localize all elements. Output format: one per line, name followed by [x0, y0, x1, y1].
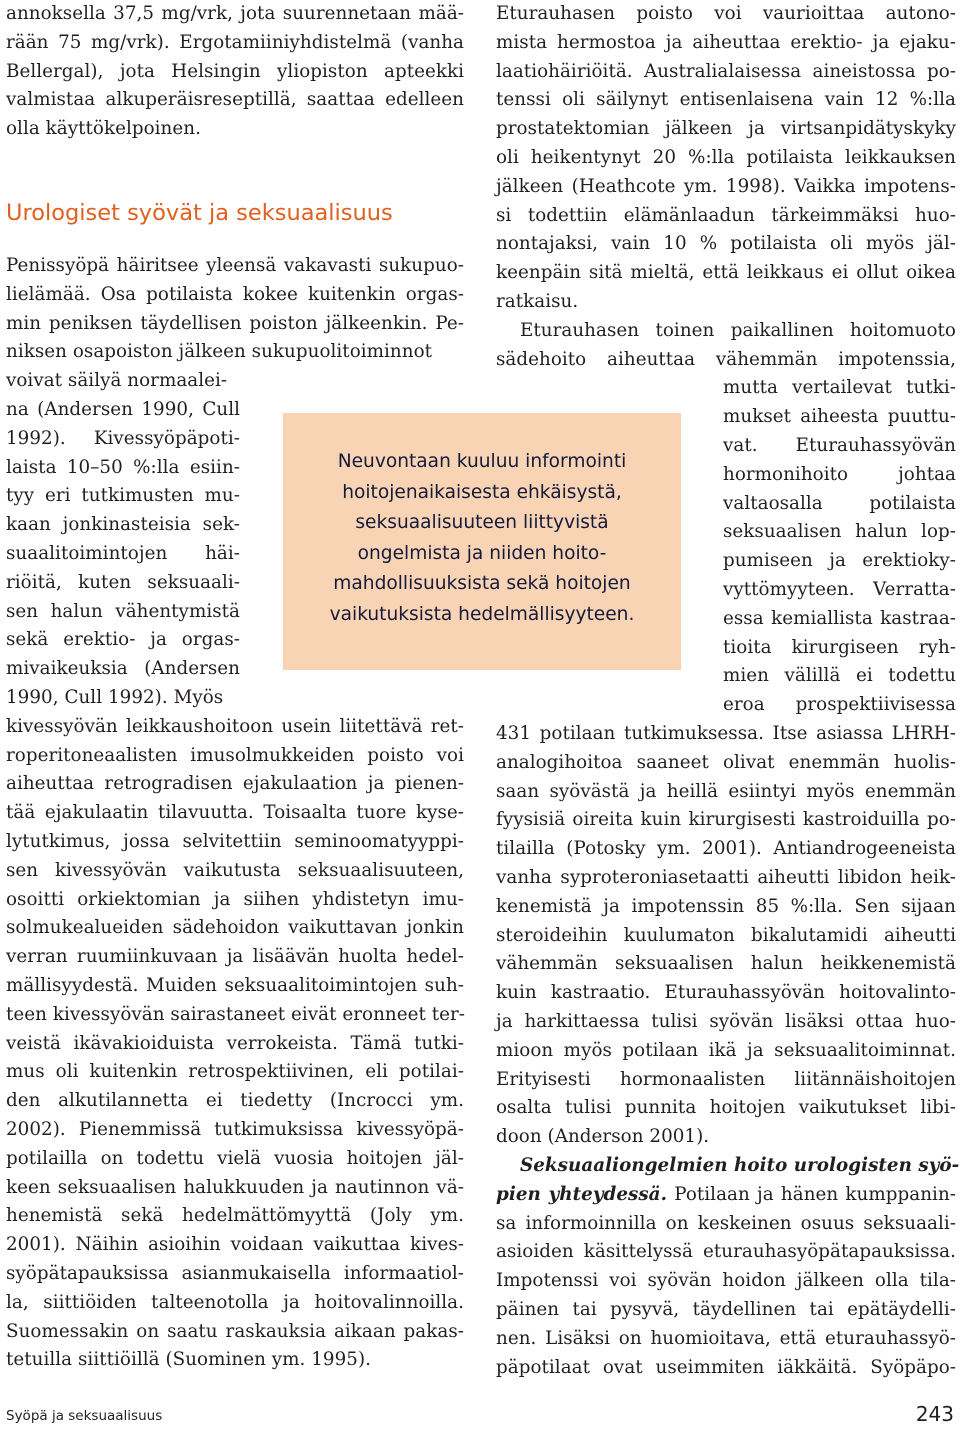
text-line: mien välillä ei todettu: [723, 665, 956, 687]
text-line: verran ruumiinkuvaan ja lisäävän huolta hedel-: [6, 946, 464, 968]
text-line: riöitä, kuten seksuaali-: [6, 571, 240, 593]
text-line: valtaosalla potilaista: [723, 492, 956, 514]
text-line: syöpätapauksissa asianmukaisella informaatiol-: [6, 1263, 464, 1284]
text-line: pumiseen ja erektioky-: [723, 550, 956, 572]
text-line: eroa prospektiivisessa: [723, 694, 956, 716]
text-line: analogihoitoa saaneet olivat enemmän huolis-: [496, 751, 956, 773]
text-line: 431 potilaan tutkimuksessa. Itse asiassa LHRH-: [496, 723, 956, 744]
text-line: veistä ikävakioiduista verrokeista. Tämä tutki-: [6, 1032, 464, 1054]
text-line: Erityisesti hormonaalisten liitännäishoitojen: [496, 1068, 956, 1090]
text-line: tetuilla siittiöillä (Suominen ym. 1995).: [6, 1349, 372, 1371]
text-line: Eturauhasen poisto voi vaurioittaa autono-: [496, 3, 956, 24]
subheading-part1: Seksuaaliongelmien hoito urologisten syö-: [520, 1155, 960, 1176]
text-line: keen seksuaalisen halukkuuden ja nautinnon vä-: [6, 1176, 464, 1198]
text-line: den alkutilannetta ei tiedetty (Incrocci ym.: [6, 1090, 464, 1112]
text-line: osalta tulisi punnita hoitojen vaikutukset libi-: [496, 1097, 956, 1119]
text-line: jälkeen (Heathcote ym. 1998). Vaikka impotens-: [496, 175, 956, 197]
text-line: lytutkimus, jossa selvitettiin seminoomatyyppi-: [6, 831, 464, 852]
text-line: saan syövästä ja heillä esiintyi myös enemmän: [496, 780, 956, 802]
subheading-line: [520, 1152, 960, 1181]
text-line: laista 10–50 %:lla esiin-: [6, 456, 240, 478]
subheading-line: [496, 1181, 956, 1210]
text-line: mivaikeuksia (Andersen: [6, 658, 240, 680]
text-line: mällisyydestä. Muiden seksuaalitoimintojen suh-: [6, 975, 464, 996]
text-line: doon (Anderson 2001).: [496, 1126, 710, 1148]
text-line: mukset aiheesta puuttu-: [723, 406, 956, 428]
text-line: kuin kastraatio. Eturauhassyövän hoitovalinto-: [496, 982, 956, 1004]
callout-line: hoitojenaikaisesta ehkäisystä,: [342, 481, 622, 503]
text-line: essa kemiallista kastraa-: [723, 607, 956, 629]
text-line: sen kivessyövän vaikutusta seksuaalisuuteen,: [6, 859, 464, 881]
text-line: fyysisiä oireita kuin kirurgisesti kastroiduilla po-: [496, 809, 956, 831]
text-line: tilailla (Potosky ym. 2001). Antiandrogeeneista: [496, 838, 956, 860]
text-line: teen kivessyövän sairastaneet eivät eronneet ter-: [6, 1003, 465, 1025]
footer-section-name: Syöpä ja seksuaalisuus: [6, 1408, 163, 1424]
text-line: sädehoito aiheuttaa vähemmän impotenssia,: [496, 348, 956, 370]
subheading-continuation: Potilaan ja hänen kumppanin-: [667, 1183, 956, 1205]
text-line: vähemmän seksuaalisen halun heikkenemistä: [496, 953, 956, 975]
text-line: 1990, Cull 1992). Myös: [6, 687, 224, 708]
text-line: vyttömyyteen. Verratta-: [723, 579, 956, 600]
text-line: 1992). Kivessyöpäpoti-: [6, 427, 240, 449]
text-line: solmukealueiden sädehoidon vaikuttavan jonkin: [6, 917, 464, 939]
text-line: keenpäin sitä mieltä, että leikkaus ei ollut oikea: [496, 262, 956, 284]
text-line: Penissyöpä häiritsee yleensä vakavasti sukupuo-: [6, 255, 464, 276]
text-line: tioita kirurgiseen ryh-: [723, 636, 956, 658]
text-line: 2002). Pienemmissä tutkimuksissa kivessyöpä-: [6, 1119, 464, 1140]
text-line: päinen tai pysyvä, täydellinen tai epätäydelli-: [496, 1299, 956, 1320]
text-line: hormonihoito johtaa: [723, 463, 956, 485]
text-line: 2001). Näihin asioihin voidaan vaikuttaa kives-: [6, 1234, 464, 1256]
text-line: vanha syproteroniasetaatti aiheutti libidon heik-: [496, 867, 956, 888]
text-line: tenssi oli säilynyt entisenlaisena vain 12 %:lla: [496, 89, 956, 111]
text-line: si todettiin elämänlaadun tärkeimmäksi huo-: [496, 204, 956, 226]
text-line: ja harkittaessa tulisi syövän lisäksi ottaa huo-: [496, 1011, 956, 1032]
text-line: voivat säilyä normaalei-: [6, 370, 228, 392]
text-line: suaalitoimintojen häi-: [6, 543, 240, 564]
text-line: steroideihin kuulumaton bikalutamidi aiheutti: [496, 924, 956, 946]
text-line: aiheuttaa retrogradisen ejakulaation ja pienen-: [6, 773, 464, 795]
callout-line: ongelmista ja niiden hoito-: [357, 542, 607, 564]
text-line: Impotenssi voi syövän hoidon jälkeen olla tila-: [496, 1270, 956, 1292]
text-line: vat. Eturauhassyövän: [723, 435, 956, 456]
text-line: Eturauhasen toinen paikallinen hoitomuoto: [520, 319, 956, 341]
text-line: la, siittiöiden talteenotolla ja hoitovalinnoilla.: [6, 1291, 464, 1313]
text-line: henemistä sekä hedelmättömyyttä (Joly ym.: [6, 1205, 464, 1227]
callout-line: vaikutuksista hedelmällisyyteen.: [329, 603, 635, 625]
text-line: ratkaisu.: [496, 291, 579, 312]
text-line: kenemistä ja impotenssin 85 %:lla. Sen sijaan: [496, 895, 956, 917]
text-line: mutta vertailevat tutki-: [723, 377, 956, 399]
text-line: niksen osapoiston jälkeen sukupuolitoiminnot: [6, 341, 433, 363]
text-line: olla käyttökelpoinen.: [6, 118, 201, 140]
text-line: kivessyövän leikkaushoitoon usein liitettävä ret-: [6, 715, 464, 737]
text-line: nen. Lisäksi on huomioitava, että eturauhassyö-: [496, 1327, 956, 1349]
callout-line: seksuaalisuuteen liittyvistä: [355, 512, 609, 534]
text-line: mioon myös potilaan ikä ja seksuaalitoiminnat.: [496, 1039, 956, 1061]
text-line: tyy eri tutkimusten mu-: [6, 485, 240, 507]
callout-text: [283, 447, 681, 631]
text-line: min peniksen täydellisen poiston jälkeenkin. Pe-: [6, 312, 464, 334]
text-line: osoitti orkiektomian ja siihen yhdistetyn imu-: [6, 888, 464, 910]
text-line: mus oli kuitenkin retrospektiivinen, eli potilai-: [6, 1061, 464, 1083]
section-heading: Urologiset syövät ja seksuaalisuus: [6, 200, 393, 226]
text-line: lielämää. Osa potilaista kokee kuitenkin orgas-: [6, 283, 464, 305]
text-line: tää ejakulaatin tilavuutta. Toisaalta tuore kyse-: [6, 802, 464, 824]
text-line: sen halun vähentymistä: [6, 600, 240, 622]
text-line: potilailla on todettu vielä vuosia hoitojen jäl-: [6, 1147, 464, 1169]
text-line: valmistaa alkuperäisreseptillä, saattaa edelleen: [6, 89, 464, 111]
text-line: roperitoneaalisten imusolmukkeiden poisto voi: [6, 744, 464, 766]
text-line: annoksella 37,5 mg/vrk, jota suurennetaan mää-: [6, 3, 464, 24]
text-line: asioiden käsittelyssä eturauhasyöpätapauksissa.: [496, 1241, 956, 1263]
page-number: 243: [915, 1402, 954, 1426]
text-line: päpotilaat ovat useimmiten iäkkäitä. Syöpäpo-: [496, 1356, 956, 1378]
text-line: nontajaksi, vain 10 % potilaista oli myös jäl-: [496, 233, 956, 255]
text-line: rään 75 mg/vrk). Ergotamiiniyhdistelmä (vanha: [6, 31, 464, 53]
text-line: seksuaalisen halun lop-: [723, 521, 956, 543]
text-line: sekä erektio- ja orgas-: [6, 629, 240, 651]
text-line: laatiohäiriöitä. Australialaisessa aineistossa po-: [496, 60, 956, 82]
text-line: kaan jonkinasteisia sek-: [6, 514, 240, 536]
text-line: na (Andersen 1990, Cull: [6, 399, 240, 420]
subheading-part2: pien yhteydessä.: [496, 1183, 667, 1205]
callout-line: Neuvontaan kuuluu informointi: [337, 451, 627, 472]
text-line: sa informoinnilla on keskeinen osuus seksuaali-: [496, 1212, 956, 1234]
text-line: oli heikentynyt 20 %:lla potilaista leikkauksen: [496, 147, 956, 168]
callout-line: mahdollisuuksista sekä hoitojen: [333, 573, 631, 595]
text-line: Bellergal), jota Helsingin yliopiston apteekki: [6, 60, 464, 82]
text-line: Suomessakin on saatu raskauksia aikaan pakas-: [6, 1320, 464, 1342]
text-line: prostatektomian jälkeen ja virtsanpidätyskyky: [496, 118, 956, 140]
text-line: mista hermostoa ja aiheuttaa erektio- ja ejaku-: [496, 31, 956, 53]
